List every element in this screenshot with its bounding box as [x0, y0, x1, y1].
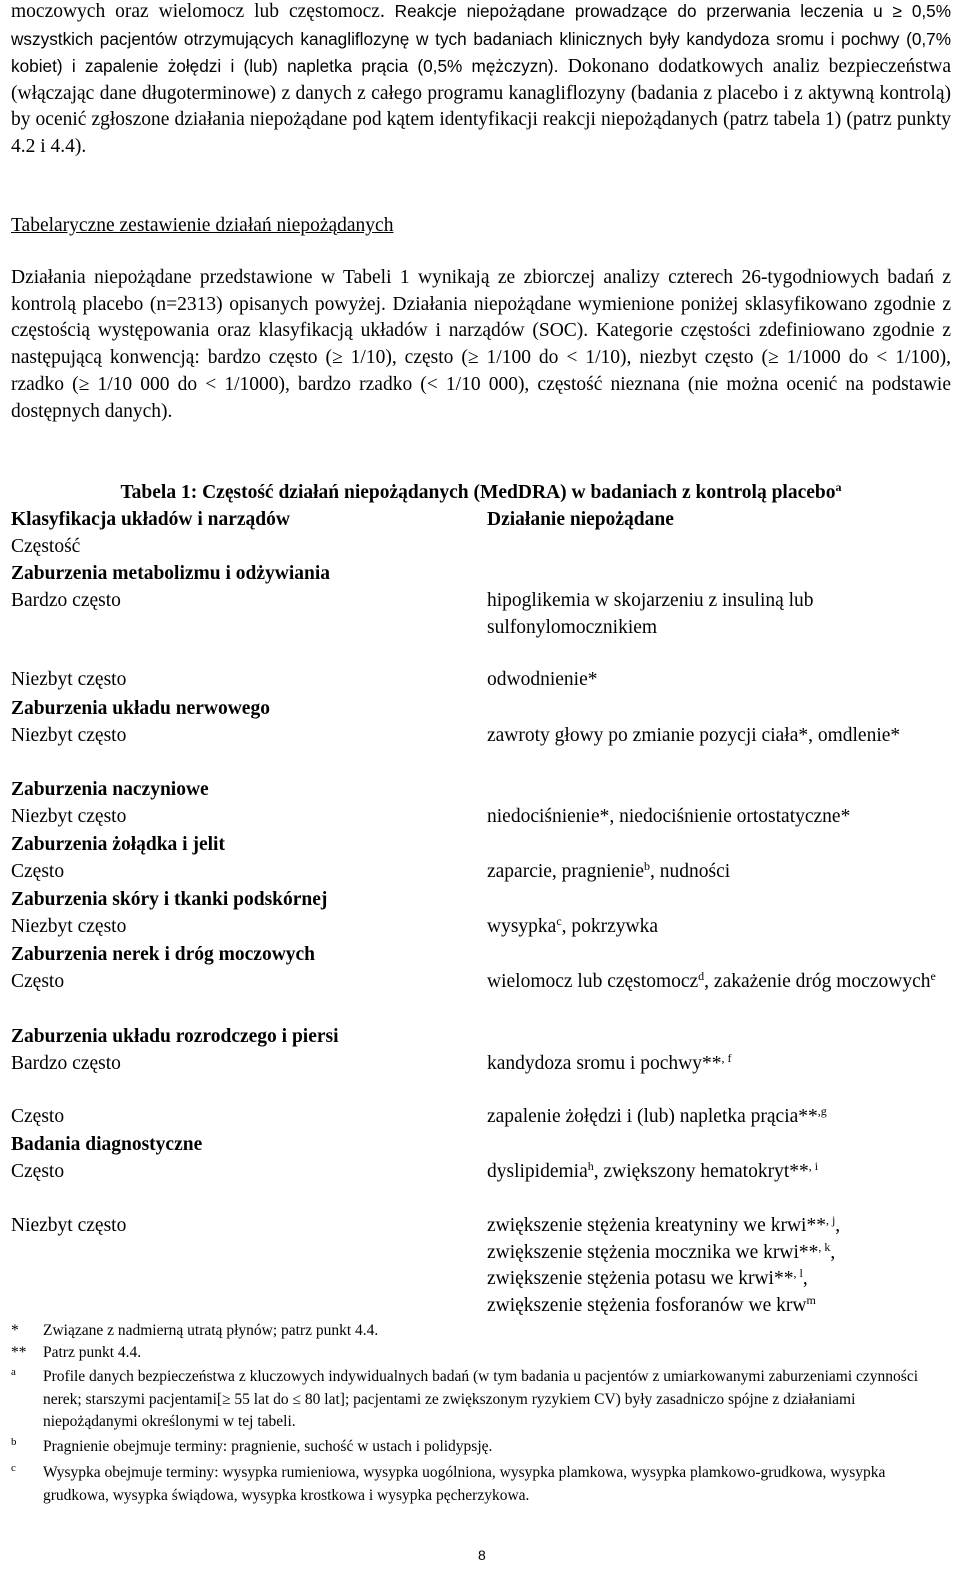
soc-reproductive: Zaburzenia układu rozrodczego i piersi	[11, 1026, 339, 1047]
soc-metabolism: Zaburzenia metabolizmu i odżywiania	[11, 563, 331, 584]
soc-renal: Zaburzenia nerek i dróg moczowych	[11, 944, 316, 965]
table-caption: Tabela 1: Częstość działań niepożądanych (MedDRA) w badaniach z kontrolą placebo$^a$	[120, 480, 842, 503]
intro-paragraph: moczowych oraz wielomocz lub częstomocz. Reakcje niepożądane prowadzące do przerwania leczenia u ≥ 0,5% wszystkich pacjentów otrzymujących kanagliflozynę w tych badaniach klinicznych były kandydoza sromu i pochwy (0,7% kobiet) i zapalenie żołędzi i (lub) napletka prącia (0,5% mężczyzn). Dokonano dodatkowych analiz bezpieczeństwa (włączając dane długoterminowe) z danych z całego programu kanagliflozyny (badania z placebo i z aktywną kontrolą) by ocenić zgłoszone działania niepożądane pod kątem identyfikacji reakcji niepożądanych (patrz tabela 1) (patrz punkty 4.2 i 4.4).	[11, 1, 952, 157]
header-reaction: Działanie niepożądane	[487, 509, 674, 530]
header-frequency: Częstość	[11, 536, 81, 557]
soc-vascular: Zaburzenia naczyniowe	[11, 779, 209, 800]
soc-gastrointestinal: Zaburzenia żołądka i jelit	[11, 834, 225, 855]
soc-nervous: Zaburzenia układu nerwowego	[11, 698, 270, 719]
soc-investigations: Badania diagnostyczne	[11, 1134, 203, 1155]
section-heading: Tabelaryczne zestawienie działań niepożądanych	[11, 215, 394, 236]
header-soc: Klasyfikacja układów i narządów	[11, 509, 290, 530]
page-number: 8	[478, 1547, 486, 1563]
frequency-paragraph: Działania niepożądane przedstawione w Tabeli 1 wynikają ze zbiorczej analizy czterech 26-tygodniowych badań z kontrolą placebo (n=2313) opisanych powyżej. Działania niepożądane wymienione poniżej sklasyfikowano zgodnie z częstością występowania oraz klasyfikacją układów i narządów (SOC). Kategorie częstości zdefiniowano zgodnie z następującą konwencją: bardzo często (≥ 1/10), często (≥ 1/100 do < 1/10), niezbyt często (≥ 1/1000 do < 1/100), rzadko (≥ 1/10 000 do < 1/1000), bardzo rzadko (< 1/10 000), częstość nieznana (nie można ocenić na podstawie dostępnych danych).	[11, 267, 951, 422]
soc-skin: Zaburzenia skóry i tkanki podskórnej	[11, 889, 328, 910]
